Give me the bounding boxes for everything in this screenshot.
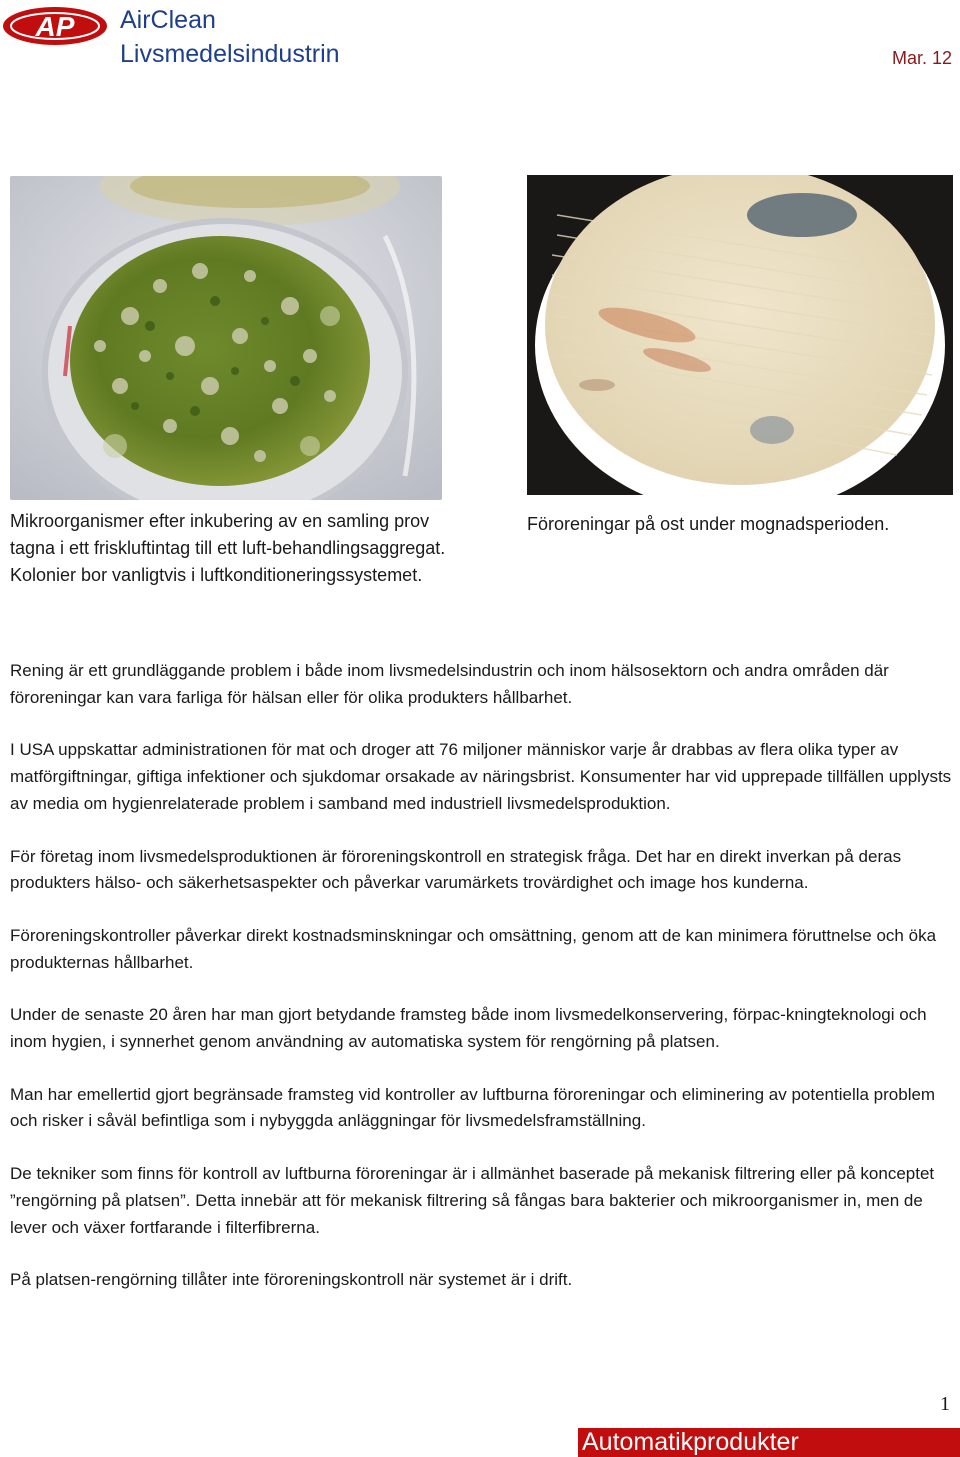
- paragraph: I USA uppskattar administrationen för mat och droger att 76 miljoner människor varje år drabbas av flera olika typer av matförgiftningar, giftiga infektioner och sjukdomar orsakade av näringsbrist. Konsumenter har vid upprepade tillfällen upplysts av media om hygienrelaterade problem i samband med industriell livsmedelsproduktion.: [10, 740, 952, 813]
- paragraph: De tekniker som finns för kontroll av luftburna föroreningar är i allmänhet baserade på mekanisk filtrering eller på konceptet ”rengörning på platsen”. Detta innebär att för mekanisk filtrering så fångas bara bakterier och mikroorganismer in, men de lever och växer fortfarande i filterfibrerna.: [10, 1164, 935, 1237]
- paragraph: Föroreningskontroller påverkar direkt kostnadsminskningar och omsättning, genom att de kan minimera föruttnelse och öka produkternas hållbarhet.: [10, 925, 937, 972]
- brand-subtitle: Livsmedelsindustrin: [120, 40, 340, 68]
- paragraph: Under de senaste 20 åren har man gjort betydande framsteg både inom livsmedelkonservering, förpac-kningteknologi och inom hygien, i synnerhet genom användning av automatiska system för rengörning på platsen.: [10, 1005, 927, 1052]
- company-name: Automatikprodukter: [582, 1428, 799, 1456]
- figure-caption-left: Mikroorganismer efter inkubering av en samling prov tagna i ett friskluftintag till ett luft-behandlingsaggregat. Kolonier bor vanligtvis i luftkonditioneringssystemet.: [10, 511, 446, 585]
- figure-caption-right: Föroreningar på ost under mognadsperioden.: [527, 514, 890, 534]
- paragraph: För företag inom livsmedelsproduktionen är föroreningskontroll en strategisk fråga. Det har en direkt inverkan på deras produkters hälso- och säkerhetsaspekter och påverkar varumärkets trovärdighet och image hos kunderna.: [10, 846, 902, 893]
- paragraph: Rening är ett grundläggande problem i både inom livsmedelsindustrin och inom hälsosektorn och andra områden där föroreningar kan vara farliga för hälsan eller för olika produkters hållbarhet.: [10, 661, 889, 707]
- body-text: [10, 658, 954, 1320]
- paragraph: På platsen-rengörning tillåter inte föroreningskontroll när systemet är i drift.: [10, 1270, 573, 1290]
- cheese-contamination-photo: [527, 175, 953, 495]
- paragraph: Man har emellertid gjort begränsade framsteg vid kontroller av luftburna föroreningar och eliminering av potentiella problem och risker i såväl befintliga som i nybyggda anläggningar för livsmedelsframställning.: [10, 1084, 936, 1131]
- petri-dish-mold-photo: [10, 176, 442, 500]
- brand-title: AirClean: [120, 6, 216, 34]
- page-header: [0, 0, 960, 80]
- page-number: 1: [940, 1393, 950, 1415]
- document-date: Mar. 12: [891, 48, 952, 68]
- logo-text: AP: [35, 11, 75, 42]
- footer-company-bar: [578, 1428, 960, 1457]
- ap-logo-icon: [2, 6, 108, 46]
